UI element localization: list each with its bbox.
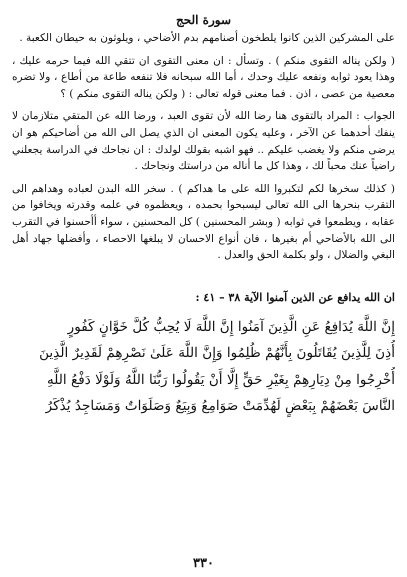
commentary-paragraph: على المشركين الذين كانوا يلطخون أصنامهم بدم الأضاحي ، ويلوثون به حيطان الكعبة . <box>19 32 395 44</box>
verse-line: أُخْرِجُوا مِنْ دِيَارِهِمْ بِغَيْرِ حَقٍّ إِلَّا أَنْ يَقُولُوا رَبُّنَا اللَّهُ وَلَوْلَا دَفْعُ اللَّهِ <box>47 371 395 388</box>
commentary-paragraph: الجواب : المراد بالتقوى هنا رضا الله لأن تقوى العبد ، ورضا الله عن المتقي متلازمان لا ينفك أحدهما عن الآخر ، وعليه يكون المعنى ان الذي يصل الى الله من أضاحيكم هو ان يرضى منكم ولا يغضب عليكم .. فهو اشبه بقولك لولدك : ان نجاحك في الدراسة يجعلني راضياً عنك محباً لك ، وهذا كل ما أناله من دراستك ونجاحك . <box>12 110 395 173</box>
commentary-body <box>12 30 395 264</box>
commentary-paragraph: ( كذلك سخرها لكم لتكبروا الله على ما هداكم ) . سخر الله البدن لعباده وهداهم الى التقرب بنحرها الى الله تعالى ليسبحوا بحمده ، ويعظموه في علمه وقدرته ويخافوا من عقابه ، ويطمعوا في ثوابه ( وبشر المحسنين ) كل المحسنين ، سواء أأحسنوا في التقرب الى الله بالأضاحي أم بغيرها ، فان أنواع الاحسان لا يبلغها الاحصاء ، وأفضلها جهاد أهل البغي والضلال ، ولو بكلمة الحق والعدل . <box>12 182 395 262</box>
surah-title: سورة الحج <box>176 13 231 27</box>
section-heading: ان الله يدافع عن الذين آمنوا الآية ٣٨ – ٤١ : <box>195 290 395 304</box>
verse-line: النَّاسَ بَعْضَهُمْ بِبَعْضٍ لَهُدِّمَتْ صَوَامِعُ وَبِيَعٌ وَصَلَوَاتٌ وَمَسَاجِدُ يُذْكَرُ <box>45 398 395 415</box>
verse-line: أُذِنَ لِلَّذِينَ يُقَاتَلُونَ بِأَنَّهُمْ ظُلِمُوا وَإِنَّ اللَّهَ عَلَىٰ نَصْرِهِمْ لَقَدِيرٌ الَّذِينَ <box>39 345 395 362</box>
commentary-paragraph: ( ولكن يناله التقوى منكم ) . وتسأل : ان معنى التقوى ان تتقي الله فيما حرمه عليك ، وهذا يعود ثوابه ونفعه عليك وحدك ، أما الله سبحانه فلا تنفعه طاعة من أطاع ، ولا تضره معصية من عصى ، اذن . فما معنى قوله تعالى : ( ولكن يناله التقوى منكم ) ؟ <box>12 54 395 100</box>
page-number: ٣٣٠ <box>193 556 214 571</box>
verse-line: إِنَّ اللَّهَ يُدَافِعُ عَنِ الَّذِينَ آمَنُوا إِنَّ اللَّهَ لَا يُحِبُّ كُلَّ خَوَّانٍ كَفُورٍ <box>67 318 395 335</box>
quran-verses <box>12 314 395 420</box>
